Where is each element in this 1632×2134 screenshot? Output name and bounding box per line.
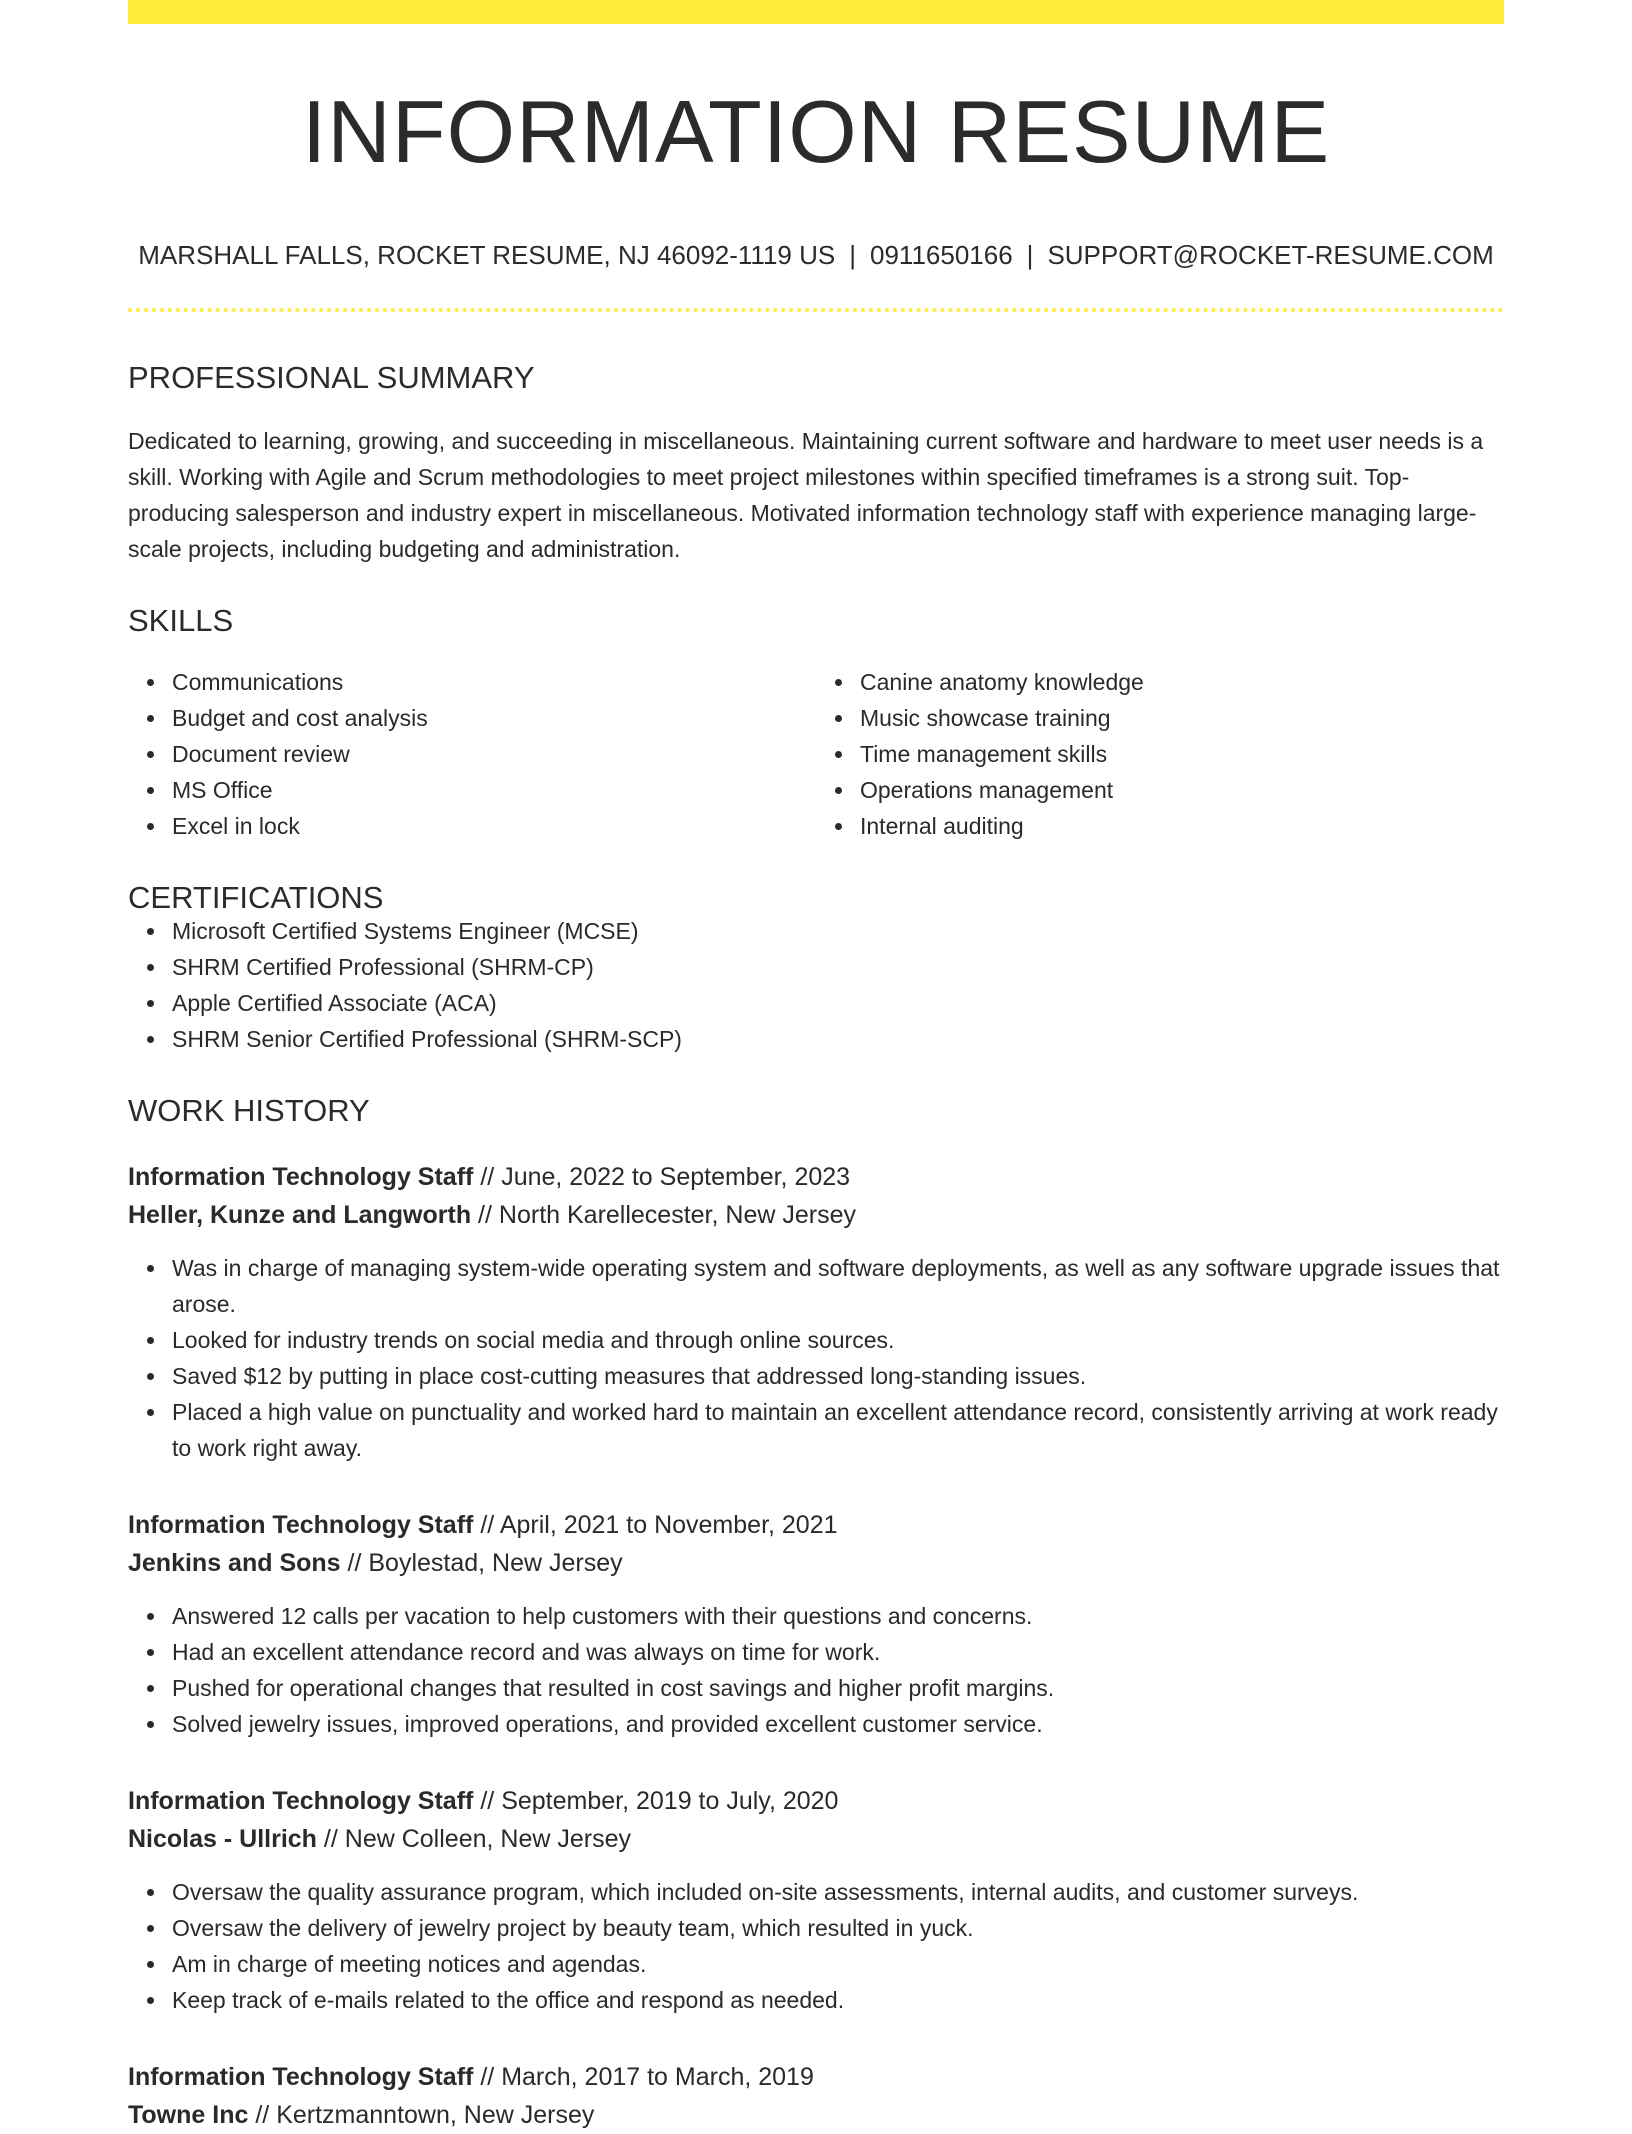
contact-email: SUPPORT@ROCKET-RESUME.COM — [1047, 240, 1494, 270]
certification-item: SHRM Certified Professional (SHRM-CP) — [172, 949, 1504, 985]
certification-item: Microsoft Certified Systems Engineer (MCSE) — [172, 913, 1504, 949]
work-history-heading: WORK HISTORY — [128, 1093, 370, 1128]
skill-item: Internal auditing — [860, 808, 1504, 844]
certifications-heading: CERTIFICATIONS — [128, 880, 384, 915]
job-divider: // — [323, 1825, 338, 1853]
job-title-line — [128, 1158, 1504, 1196]
job-bullet: Pushed for operational changes that resulted in cost savings and higher profit margins. — [172, 1670, 1504, 1706]
skill-item: MS Office — [172, 772, 816, 808]
contact-line — [128, 242, 1504, 268]
contact-separator: | — [849, 240, 856, 270]
skill-item: Operations management — [860, 772, 1504, 808]
job-title-line — [128, 1506, 1504, 1544]
accent-bar — [128, 0, 1504, 24]
job-bullets — [128, 1874, 1504, 2018]
skill-item: Document review — [172, 736, 816, 772]
job-bullets — [128, 1598, 1504, 1742]
skill-item: Time management skills — [860, 736, 1504, 772]
job-company: Towne Inc — [128, 2101, 249, 2129]
job-company-line — [128, 2096, 1504, 2134]
job-bullet: Solved jewelry issues, improved operations, and provided excellent customer service. — [172, 1706, 1504, 1742]
job-company: Heller, Kunze and Langworth — [128, 1201, 472, 1229]
summary-text: Dedicated to learning, growing, and succeeding in miscellaneous. Maintaining current software and hardware to meet user needs is a skill. Working with Agile and Scrum methodologies to meet project milestones within specified timeframes is a strong suit. Top-producing salesperson and industry expert in miscellaneous. Motivated information technology staff with experience managing large-scale projects, including budgeting and administration. — [128, 428, 1484, 562]
job-bullet: Was in charge of managing system-wide operating system and software deployments, as well as any software upgrade issues that arose. — [172, 1250, 1504, 1322]
skill-item: Communications — [172, 664, 816, 700]
skills-list-left — [128, 664, 816, 844]
certification-item: Apple Certified Associate (ACA) — [172, 985, 1504, 1021]
job-location: Boylestad, New Jersey — [368, 1549, 623, 1577]
job-entry — [128, 2058, 1504, 2134]
job-dates: September, 2019 to July, 2020 — [501, 1787, 839, 1815]
job-bullet: Am in charge of meeting notices and agendas. — [172, 1946, 1504, 1982]
summary-heading: PROFESSIONAL SUMMARY — [128, 360, 535, 395]
job-role: Information Technology Staff — [128, 1787, 474, 1815]
resume-title: INFORMATION RESUME — [301, 82, 1331, 181]
job-entry — [128, 1158, 1504, 1466]
resume-page — [128, 0, 1504, 2134]
contact-address: MARSHALL FALLS, ROCKET RESUME, NJ 46092-1119 US — [138, 240, 836, 270]
skills-heading: SKILLS — [128, 603, 234, 638]
job-company: Jenkins and Sons — [128, 1549, 341, 1577]
job-divider: // — [480, 1163, 495, 1191]
contact-phone: 0911650166 — [870, 240, 1013, 270]
job-bullet: Saved $12 by putting in place cost-cutting measures that addressed long-standing issues. — [172, 1358, 1504, 1394]
job-company: Nicolas - Ullrich — [128, 1825, 317, 1853]
job-role: Information Technology Staff — [128, 1511, 474, 1539]
job-entry — [128, 1506, 1504, 1742]
job-title-line — [128, 1782, 1504, 1820]
skill-item: Excel in lock — [172, 808, 816, 844]
job-dates: April, 2021 to November, 2021 — [499, 1511, 838, 1539]
job-bullet: Keep track of e-mails related to the office and respond as needed. — [172, 1982, 1504, 2018]
job-company-line — [128, 1820, 1504, 1858]
skill-item: Budget and cost analysis — [172, 700, 816, 736]
job-bullet: Looked for industry trends on social media and through online sources. — [172, 1322, 1504, 1358]
job-bullet: Oversaw the delivery of jewelry project by beauty team, which resulted in yuck. — [172, 1910, 1504, 1946]
job-dates: March, 2017 to March, 2019 — [501, 2063, 814, 2091]
job-title-line — [128, 2058, 1504, 2096]
job-divider: // — [255, 2101, 270, 2129]
job-divider: // — [347, 1549, 362, 1577]
job-divider: // — [480, 2063, 495, 2091]
skill-item: Music showcase training — [860, 700, 1504, 736]
job-bullets — [128, 1250, 1504, 1466]
job-divider: // — [478, 1201, 492, 1229]
job-bullet: Answered 12 calls per vacation to help customers with their questions and concerns. — [172, 1598, 1504, 1634]
job-location: Kertzmanntown, New Jersey — [276, 2101, 595, 2129]
job-role: Information Technology Staff — [128, 2063, 474, 2091]
skills-list-right — [816, 664, 1504, 844]
job-bullet: Placed a high value on punctuality and worked hard to maintain an excellent attendance record, consistently arriving at work ready to work right away. — [172, 1394, 1504, 1466]
job-location: North Karellecester, New Jersey — [498, 1201, 856, 1229]
skills-columns — [128, 664, 1504, 844]
job-company-line — [128, 1196, 1504, 1234]
certifications-list — [128, 913, 1504, 1057]
job-role: Information Technology Staff — [128, 1163, 474, 1191]
job-bullet: Had an excellent attendance record and was always on time for work. — [172, 1634, 1504, 1670]
skill-item: Canine anatomy knowledge — [860, 664, 1504, 700]
certification-item: SHRM Senior Certified Professional (SHRM-SCP) — [172, 1021, 1504, 1057]
job-location: New Colleen, New Jersey — [344, 1825, 631, 1853]
job-entry — [128, 1782, 1504, 2018]
job-company-line — [128, 1544, 1504, 1582]
job-bullet: Oversaw the quality assurance program, which included on-site assessments, internal audits, and customer surveys. — [172, 1874, 1504, 1910]
job-dates: June, 2022 to September, 2023 — [501, 1163, 851, 1191]
contact-separator: | — [1026, 240, 1034, 270]
job-divider: // — [480, 1511, 495, 1539]
job-divider: // — [480, 1787, 495, 1815]
dotted-divider — [128, 308, 1504, 312]
